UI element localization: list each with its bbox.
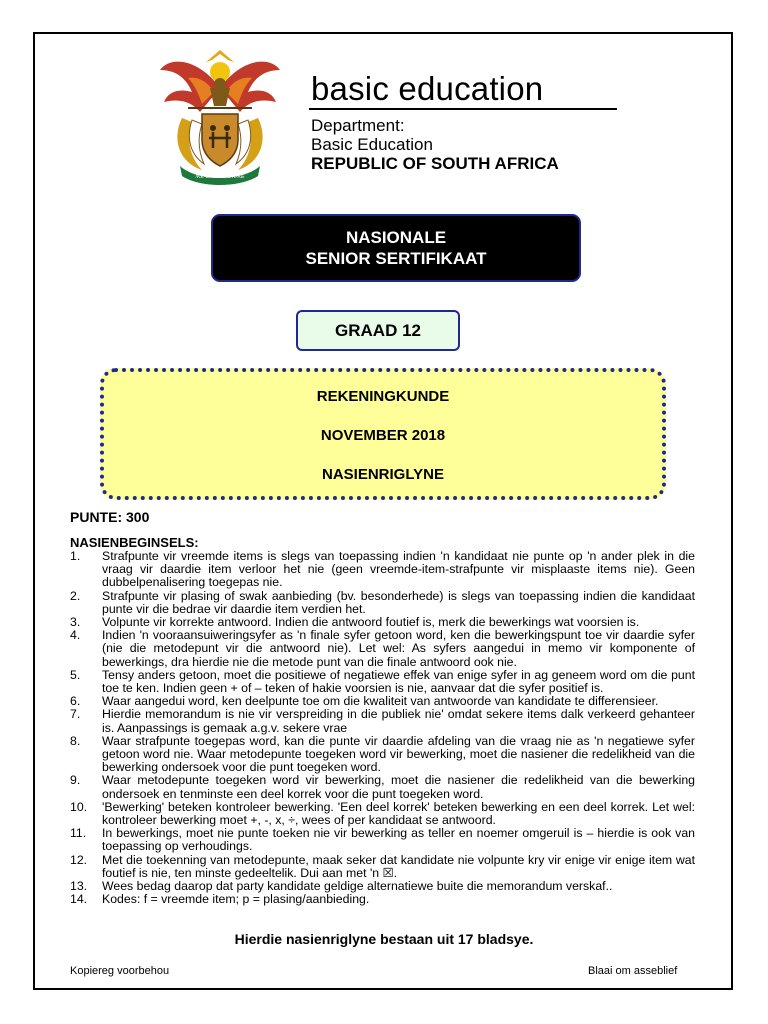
list-item [70, 774, 695, 800]
item-number: 7. [70, 707, 81, 722]
item-text: Strafpunte vir vreemde items is slegs van toepassing indien 'n kandidaat nie punte op 'n ander plek in die vraag vir daardie item verloor het nie (geen vreemde-item-strafpunte vir misplaaste items nie). Geen dubbelpenalisering toegepas nie. [102, 549, 695, 590]
item-text: 'Bewerking' beteken kontroleer bewerking. 'Een deel korrek' beteken bewerking en een deel korrek. Let wel: kontroleer bewerking moet +, -, x, ÷, wees of per kandidaat se antwoord. [102, 799, 695, 828]
item-number: 4. [70, 628, 81, 643]
item-number: 14. [70, 892, 88, 907]
department-line-2: Basic Education [311, 135, 433, 154]
item-number: 10. [70, 799, 88, 814]
department-line-1: Department: [311, 116, 405, 135]
list-item [70, 629, 695, 669]
list-item [70, 590, 695, 616]
list-item [70, 550, 695, 590]
turn-page-footer: Blaai om asseblief [588, 965, 678, 977]
brand-title: basic education [311, 70, 544, 107]
item-text: Waar metodepunte toegeken word vir bewerking, moet die nasiener die redelikheid van die bewerking ondersoek en tenminste een deel korrek voor die punt toegeken word. [102, 773, 695, 801]
item-number: 11. [70, 826, 87, 841]
list-item [70, 708, 695, 734]
item-text: Wees bedag daarop dat party kandidate geldige alternatiewe buite die memorandum verskaf.. [102, 879, 613, 894]
motto-text: !KE E: /XARRA //KE [195, 174, 245, 180]
list-item [70, 893, 695, 906]
item-text: Met die toekenning van metodepunte, maak seker dat kandidate nie volpunte kry vir enige vir enige item wat foutief is nie, ten minste gedeeltelik. Dui aan met 'n ☒. [102, 852, 695, 880]
list-item [70, 669, 695, 695]
list-item [70, 801, 695, 827]
exam-session: NOVEMBER 2018 [320, 427, 446, 444]
item-number: 3. [70, 615, 81, 630]
item-text: Indien 'n vooraansuiweringsyfer as 'n finale syfer getoon word, ken die bewerkingspunt toe vir daardie syfer (nie die metodepunt vir die antwoord nie). Let wel: As syfers aangedui in memo vir komponente of bewerkings, dra hierdie nie die metode punt van die finale antwoord ook nie. [102, 628, 695, 669]
item-text: Kodes: f = vreemde item; p = plasing/aanbieding. [102, 892, 370, 907]
grade-box: GRAAD 12 [296, 310, 460, 351]
item-text: Waar strafpunte toegepas word, kan die punte vir daardie afdeling van die vraag nie as 'n negatiewe syfer getoon word nie. Waar metodepunte toegeken word vir bewerking, moet die nasiener die redelikheid van die bewerking ondersoek voor die punt toegeken word. [102, 733, 695, 775]
certificate-title-box [211, 214, 581, 282]
item-text: Volpunte vir korrekte antwoord. Indien die antwoord foutief is, merk die bewerkings wat voorsien is. [102, 615, 640, 630]
brand-divider [309, 108, 617, 110]
item-number: 12. [70, 852, 88, 867]
item-number: 6. [70, 694, 81, 709]
list-item [70, 827, 695, 853]
item-text: Hierdie memorandum is nie vir verspreiding in die publiek nie' omdat sekere items dalk verkeerd gehanteer is. Aanpassings is gemaak a.g.v. sekere vrae [102, 707, 695, 735]
item-number: 2. [70, 588, 81, 603]
subject-box [100, 368, 666, 500]
republic-name: REPUBLIC OF SOUTH AFRICA [311, 154, 559, 173]
principles-list [70, 550, 695, 906]
page-count-note: Hierdie nasienriglyne bestaan uit 17 bladsye. [234, 931, 534, 947]
item-text: Tensy anders getoon, moet die positiewe of negatiewe effek van enige syfer in ag geneem word om die punt toe te ken. Indien geen + of – teken of hakie voorsien is nie, aanvaar dat die syfer positief is. [102, 667, 695, 696]
item-number: 5. [70, 667, 81, 682]
item-number: 8. [70, 733, 81, 748]
list-item [70, 735, 695, 775]
item-number: 13. [70, 879, 88, 894]
item-text: In bewerkings, moet nie punte toeken nie vir bewerking as teller en noemer omgeruil is – hierdie is ook van toepassing op verhoudings. [102, 826, 695, 854]
item-number: 9. [70, 773, 81, 788]
coat-of-arms-logo [158, 48, 282, 186]
copyright-footer: Kopiereg voorbehou [70, 965, 170, 977]
certificate-line-2: SENIOR SERTIFIKAAT [305, 249, 487, 268]
item-number: 1. [70, 549, 81, 563]
total-marks: PUNTE: 300 [70, 509, 150, 525]
item-text: Waar aangedui word, ken deelpunte toe om die kwaliteit van antwoorde van kandidate te differensieer. [102, 694, 659, 709]
certificate-line-1: NASIONALE [345, 228, 447, 247]
subject-name: REKENINGKUNDE [316, 388, 450, 405]
principles-heading: NASIENBEGINSELS: [70, 535, 199, 550]
list-item [70, 854, 695, 880]
department-name [311, 116, 433, 154]
item-text: Strafpunte vir plasing of swak aanbieding (bv. besonderhede) is slegs van toepassing indien die kandidaat punte vir die bedrae vir daardie item verdien het. [102, 588, 695, 616]
document-type: NASIENRIGLYNE [322, 466, 444, 483]
